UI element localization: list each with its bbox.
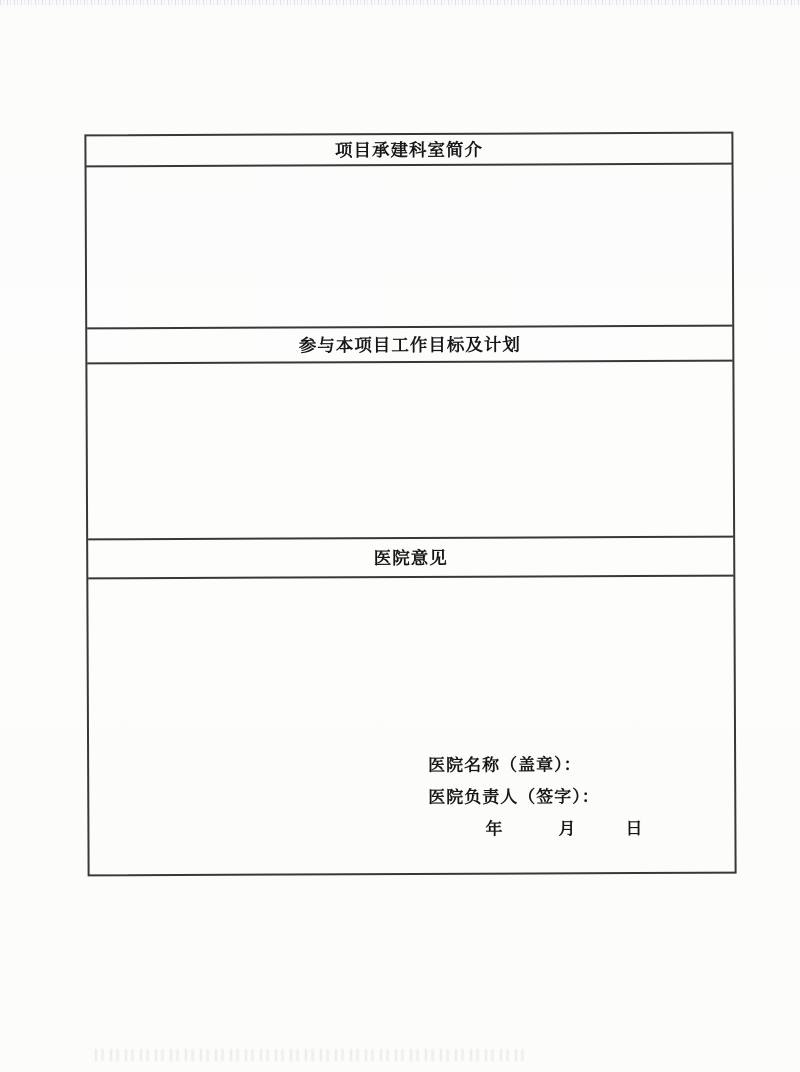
date-line <box>428 819 708 840</box>
scan-artifact-bottom <box>95 1049 525 1061</box>
year-label: 年 <box>485 819 503 839</box>
section-header-goals-plan <box>87 327 732 365</box>
section-title-hospital-opinion: 医院意见 <box>373 547 448 569</box>
section-header-dept-intro <box>86 134 731 168</box>
hospital-head-signature-label: 医院负责人（签字）： <box>428 787 600 807</box>
scan-artifact-top <box>0 0 800 5</box>
signature-block <box>428 755 708 840</box>
month-label: 月 <box>558 819 576 839</box>
section-content-dept-intro <box>87 165 733 330</box>
project-form-table <box>84 132 736 877</box>
section-content-goals-plan <box>87 362 733 541</box>
day-label: 日 <box>625 818 643 839</box>
section-header-hospital-opinion <box>88 538 733 580</box>
section-content-hospital-opinion <box>88 577 734 875</box>
hospital-name-seal-label: 医院名称（盖章）： <box>428 755 582 775</box>
section-title-goals-plan: 参与本项目工作目标及计划 <box>298 334 521 356</box>
section-title-dept-intro: 项目承建科室简介 <box>334 139 483 161</box>
